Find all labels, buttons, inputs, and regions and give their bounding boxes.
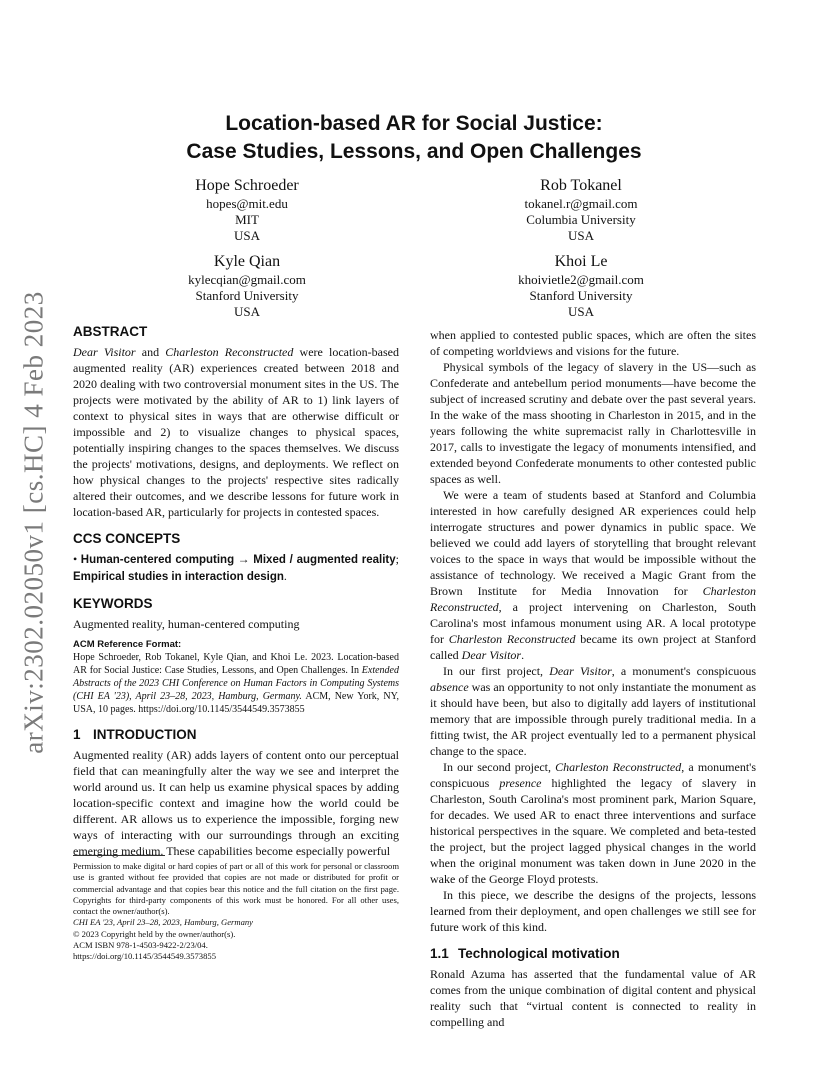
author-name: Kyle Qian (213, 253, 281, 270)
left-column (73, 323, 399, 859)
arxiv-id: arXiv:2302.02050v1 [cs.HC] 4 Feb 2023 (18, 290, 49, 754)
venue: CHI EA '23, April 23–28, 2023, Hamburg, Germany (73, 917, 253, 928)
author-email: khoivietle2@gmail.com (518, 272, 644, 287)
author-country: USA (567, 228, 594, 243)
author-country: USA (233, 228, 260, 243)
footnote-rule (73, 855, 165, 856)
author-block (117, 252, 377, 320)
author-country: USA (567, 304, 594, 319)
intro-paragraph: In our first project, Dear Visitor, a monument's conspicuous absence was an opportunity to not only instantiate the monument as it should have been, but also to digitally add layers of institutional memory that are impossible through purely traditional media. In a fitting twist, the AR project eventually led to a permanent physical change to the space. (430, 664, 757, 758)
author-affiliation: Stanford University (529, 288, 633, 303)
acm-ref-text: Hope Schroeder, Rob Tokanel, Kyle Qian, and Khoi Le. 2023. Location-based AR for Social Justice: Case Studies, Lessons, and Open Challenges. In Extended Abstracts of the 2023 CHI Conference on Human Factors in Computing Systems (CHI EA '23), April 23–28, 2023, Hamburg, Germany. ACM, New York, NY, USA, 10 pages. https://doi.org/10.1145/3544549.3573855 (73, 652, 399, 715)
author-block (117, 176, 377, 244)
right-column (430, 327, 756, 1030)
intro-paragraph: Physical symbols of the legacy of slavery in the US—such as Confederate and antebellum period monuments—have become the subject of increased scrutiny and debate over the past several years. In the wake of the mass shooting in Charleston in 2015, and in the years following the white supremacist rally in Charlottesville in 2017, calls to investigate the legacy of monuments intensified, and extended beyond Confederate monuments to other contested public spaces as well. (430, 360, 756, 486)
author-block (451, 176, 711, 244)
author-email: kylecqian@gmail.com (188, 272, 306, 287)
paper-title (80, 110, 748, 166)
ccs-concepts: • Human-centered computing → Mixed / augmented reality; Empirical studies in interaction design. (73, 552, 399, 583)
author-affiliation: MIT (235, 212, 259, 227)
author-email: tokanel.r@gmail.com (524, 196, 638, 211)
author-name: Khoi Le (554, 253, 608, 270)
title-line-1: Location-based AR for Social Justice: (225, 112, 603, 135)
author-affiliation: Stanford University (195, 288, 299, 303)
keywords-text: Augmented reality, human-centered computing (73, 617, 300, 631)
abstract-heading: ABSTRACT (73, 324, 148, 339)
arxiv-stamp (14, 292, 54, 752)
ccs-heading: CCS CONCEPTS (73, 531, 181, 546)
abstract-text: Dear Visitor and Charleston Reconstructed were location-based augmented reality (AR) experiences created between 2018 and 2020 dealing with two controversial monument sites in the US. The projects were motivated by the ability of AR to 1) link layers of context to physical sites in ways that are otherwise difficult or impossible and 2) to visualize changes to physical spaces, potentially inspiring changes to the spaces themselves. We discuss the projects' motivations, designs, and deployments. We reflect on how physical changes to the projects' respective sites radically altered their outcomes, and we describe lessons for future work in location-based AR, particularly for projects in contested spaces. (73, 345, 399, 519)
author-block (451, 252, 711, 320)
intro-paragraph: In our second project, Charleston Reconstructed, a monument's conspicuous presence highlighted the legacy of slavery in Charleston, South Carolina's most prominent park, Marion Square, for decades. We used AR to enact three interventions and surface historical perspectives in the square. We completed and beta-tested the project, but the project lagged physical changes in the world when the original monument was taken down in June 2020 in the wake of the George Floyd protests. (430, 760, 756, 886)
acm-ref-heading: ACM Reference Format: (73, 639, 182, 650)
permission-notice: Permission to make digital or hard copies of part or all of this work for personal or classroom use is granted without fee provided that copies are not made or distributed for profit or commercial advantage and that copies bear this notice and the full citation on the first page. Copyrights for third-party components of this work must be honored. For all other uses, contact the owner/author(s). (73, 861, 399, 917)
author-country: USA (233, 304, 260, 319)
doi: https://doi.org/10.1145/3544549.3573855 (73, 951, 216, 962)
keywords-heading: KEYWORDS (73, 596, 153, 611)
author-name: Rob Tokanel (540, 177, 622, 194)
copyright: © 2023 Copyright held by the owner/author(s). (73, 928, 236, 939)
intro-paragraph: In this piece, we describe the designs of the projects, lessons learned from their deployment, and open challenges we still see for future work of this kind. (430, 888, 756, 934)
intro-paragraph: Augmented reality (AR) adds layers of content onto our perceptual field that can meaningfully alter the way we see and interpret the world around us. It can help us examine physical spaces by adding location-specific context and imagine how the world could be different. AR allows us to experience the impossible, forging new ways of interacting with our surroundings through an exciting emerging medium. These capabilities become especially powerful (73, 748, 399, 858)
title-line-2: Case Studies, Lessons, and Open Challenges (186, 140, 642, 163)
isbn: ACM ISBN 978-1-4503-9422-2/23/04. (73, 940, 208, 951)
footnote (73, 861, 399, 963)
tech-paragraph: Ronald Azuma has asserted that the fundamental value of AR comes from the unique combination of digital content and physical reality such that “virtual content is connected to reality in compelling and (430, 967, 756, 1029)
tech-heading: 1.1 Technological motivation (430, 946, 620, 961)
author-affiliation: Columbia University (526, 212, 636, 227)
intro-heading: 1 INTRODUCTION (73, 727, 197, 742)
author-name: Hope Schroeder (195, 177, 299, 194)
author-email: hopes@mit.edu (206, 196, 288, 211)
intro-paragraph: We were a team of students based at Stanford and Columbia interested in how carefully designed AR experiences could help interrogate structures and power dynamics in public space. We believed we could add layers of storytelling that brought relevant voices to the space in ways that would be impossible without the assistance of technology. We received a Magic Grant from the Brown Institute for Media Innovation for Charleston Reconstructed, a project intervening on Charleston, South Carolina's most infamous monument using AR. A local prototype for Charleston Reconstructed became its own project at Stanford called Dear Visitor. (430, 488, 756, 662)
intro-paragraph-continued: when applied to contested public spaces, which are often the sites of competing worldviews and visions for the future. (430, 328, 756, 358)
